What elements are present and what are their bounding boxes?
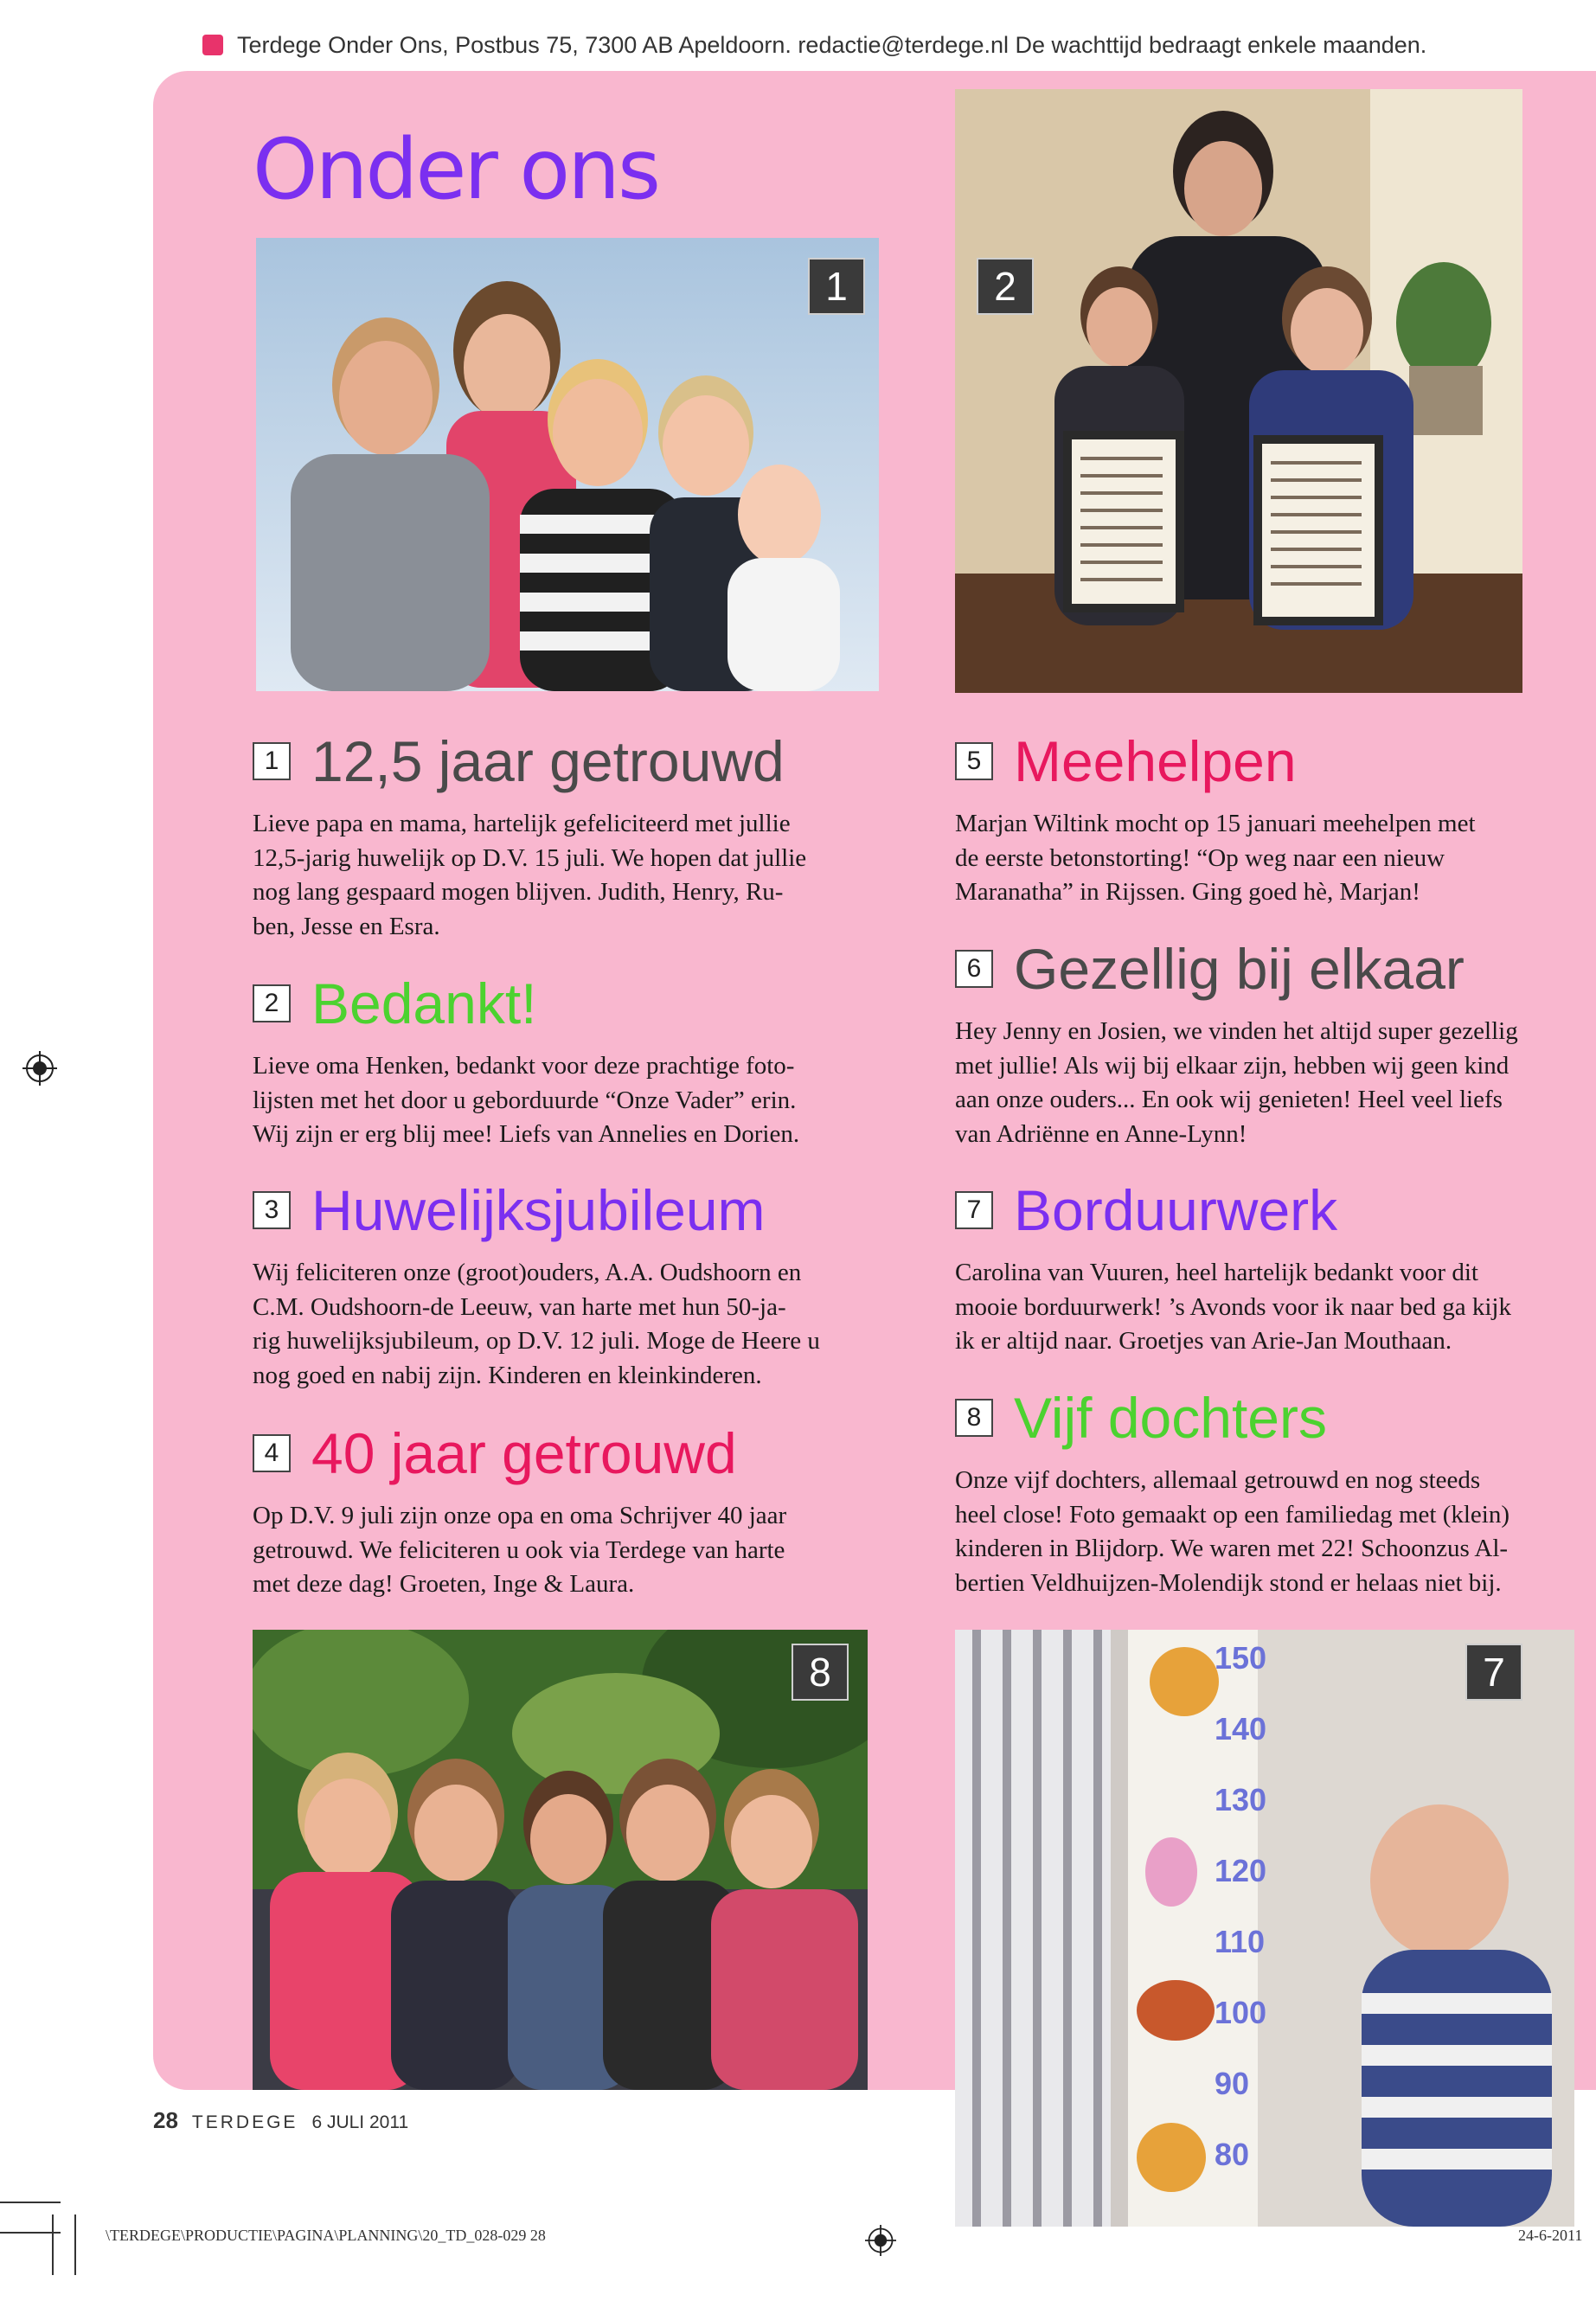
slug-path: \TERDEGE\PRODUCTIE\PAGINA\PLANNING\20_TD_028-029 28	[106, 2227, 546, 2244]
growth-chart-mark: 80	[1215, 2137, 1250, 2172]
growth-chart-mark: 90	[1215, 2066, 1250, 2101]
section-2-heading: Bedankt!	[311, 971, 537, 1035]
photo-8-badge: 8	[792, 1644, 849, 1701]
photo-8-daughters	[253, 1630, 868, 2090]
crop-mark	[74, 2214, 76, 2275]
section-6-body	[955, 1015, 1586, 1151]
section-3	[253, 1180, 858, 1393]
section-2-number: 2	[253, 984, 291, 1022]
photo-1-badge: 1	[808, 258, 865, 315]
section-4-body	[253, 1499, 858, 1602]
magazine-name: TERDEGE	[191, 2112, 298, 2132]
header-info: Terdege Onder Ons, Postbus 75, 7300 AB Apeldoorn. redactie@terdege.nl De wachttijd bedraagt enkele maanden.	[237, 31, 1427, 58]
section-5-number: 5	[955, 742, 993, 780]
text-line: Wij zijn er erg blij mee! Liefs van Annelies en Dorien.	[253, 1120, 800, 1148]
text-line: Op D.V. 9 juli zijn onze opa en oma Schrijver 40 jaar	[253, 1502, 787, 1529]
section-5-heading: Meehelpen	[1014, 729, 1297, 793]
text-line: lijsten met het door u geborduurde “Onze Vader” erin.	[253, 1086, 797, 1114]
registration-mark-icon	[22, 1051, 57, 1086]
photo-7-badge: 7	[1465, 1644, 1522, 1701]
text-line: met jullie! Als wij bij elkaar zijn, hebben wij geen kind	[955, 1051, 1509, 1080]
page-footer	[153, 2107, 408, 2134]
section-1-heading: 12,5 jaar getrouwd	[311, 729, 785, 793]
text-line: bertien Veldhuijzen-Molendijk stond er helaas niet bij.	[955, 1568, 1502, 1597]
slug-date: 24-6-2011	[1518, 2227, 1583, 2244]
header-line	[202, 29, 1426, 61]
page-number: 28	[153, 2107, 178, 2133]
text-line: met deze dag! Groeten, Inge & Laura.	[253, 1570, 635, 1598]
section-1-number: 1	[253, 742, 291, 780]
section-3-heading: Huwelijksjubileum	[311, 1178, 766, 1242]
text-line: Onze vijf dochters, allemaal getrouwd en nog steeds	[955, 1466, 1481, 1494]
text-line: ik er altijd naar. Groetjes van Arie-Jan Mouthaan.	[955, 1327, 1452, 1355]
section-1	[253, 731, 858, 944]
section-4	[253, 1423, 858, 1602]
text-line: aan onze ouders... En ook wij genieten! Heel veel liefs	[955, 1086, 1503, 1113]
section-6	[955, 939, 1586, 1151]
photo-7-baby-growth-chart	[955, 1630, 1574, 2227]
section-2-body	[253, 1049, 858, 1152]
section-6-heading: Gezellig bij elkaar	[1014, 937, 1465, 1001]
pink-square-bullet	[202, 35, 223, 55]
text-line: nog lang gespaard mogen blijven. Judith, Henry, Ru-	[253, 878, 784, 906]
section-8-number: 8	[955, 1399, 993, 1437]
section-8	[955, 1388, 1586, 1600]
section-7-body	[955, 1256, 1586, 1359]
crop-mark	[52, 2214, 54, 2275]
text-line: Wij feliciteren onze (groot)ouders, A.A. Oudshoorn en	[253, 1259, 802, 1286]
section-8-heading: Vijf dochters	[1014, 1386, 1327, 1450]
section-5-body	[955, 807, 1586, 910]
registration-mark-icon	[865, 2225, 896, 2256]
text-line: nog goed en nabij zijn. Kinderen en kleinkinderen.	[253, 1361, 762, 1389]
photo-2-badge: 2	[977, 258, 1034, 315]
issue-date: 6 JULI 2011	[311, 2112, 409, 2132]
crop-mark	[0, 2202, 61, 2203]
text-line: Maranatha” in Rijssen. Ging goed hè, Marjan!	[955, 878, 1420, 906]
text-line: mooie borduurwerk! ’s Avonds voor ik naar bed ga kijk	[955, 1292, 1511, 1321]
section-3-number: 3	[253, 1191, 291, 1229]
section-2	[253, 973, 858, 1152]
photo-2-grandma-frames	[955, 89, 1522, 693]
text-line: heel close! Foto gemaakt op een familiedag met (klein)	[955, 1500, 1509, 1529]
section-3-body	[253, 1256, 858, 1393]
section-1-body	[253, 807, 858, 944]
photo-1-children	[256, 238, 879, 691]
growth-chart-mark: 110	[1215, 1924, 1266, 1959]
section-6-number: 6	[955, 950, 993, 988]
section-5	[955, 731, 1586, 910]
text-line: Carolina van Vuuren, heel hartelijk bedankt voor dit	[955, 1259, 1478, 1286]
growth-chart-mark: 100	[1215, 1995, 1267, 2030]
text-line: Hey Jenny en Josien, we vinden het altijd super gezellig	[955, 1017, 1518, 1045]
text-line: ben, Jesse en Esra.	[253, 912, 440, 940]
text-line: C.M. Oudshoorn-de Leeuw, van harte met hun 50-ja-	[253, 1292, 786, 1321]
text-line: de eerste betonstorting! “Op weg naar een nieuw	[955, 843, 1445, 872]
section-8-body	[955, 1464, 1586, 1600]
text-line: getrouwd. We feliciteren u ook via Terdege van harte	[253, 1535, 785, 1564]
text-line: Marjan Wiltink mocht op 15 januari meehelpen met	[955, 810, 1476, 837]
section-7-number: 7	[955, 1191, 993, 1229]
text-line: rig huwelijksjubileum, op D.V. 12 juli. Moge de Heere u	[253, 1327, 820, 1355]
text-line: 12,5-jarig huwelijk op D.V. 15 juli. We hopen dat jullie	[253, 843, 807, 872]
growth-chart-mark: 140	[1215, 1711, 1267, 1747]
growth-chart-mark: 120	[1215, 1853, 1267, 1888]
section-4-heading: 40 jaar getrouwd	[311, 1421, 737, 1485]
text-line: Lieve oma Henken, bedankt voor deze prachtige foto-	[253, 1052, 795, 1080]
section-4-number: 4	[253, 1434, 291, 1472]
text-line: van Adriënne en Anne-Lynn!	[955, 1119, 1247, 1148]
text-line: kinderen in Blijdorp. We waren met 22! Schoonzus Al-	[955, 1535, 1509, 1562]
text-line: Lieve papa en mama, hartelijk gefeliciteerd met jullie	[253, 810, 791, 837]
section-7	[955, 1180, 1586, 1359]
section-7-heading: Borduurwerk	[1014, 1178, 1338, 1242]
growth-chart-mark: 130	[1215, 1782, 1267, 1817]
page-title: Onder ons	[253, 121, 658, 218]
growth-chart-mark: 150	[1215, 1640, 1267, 1676]
